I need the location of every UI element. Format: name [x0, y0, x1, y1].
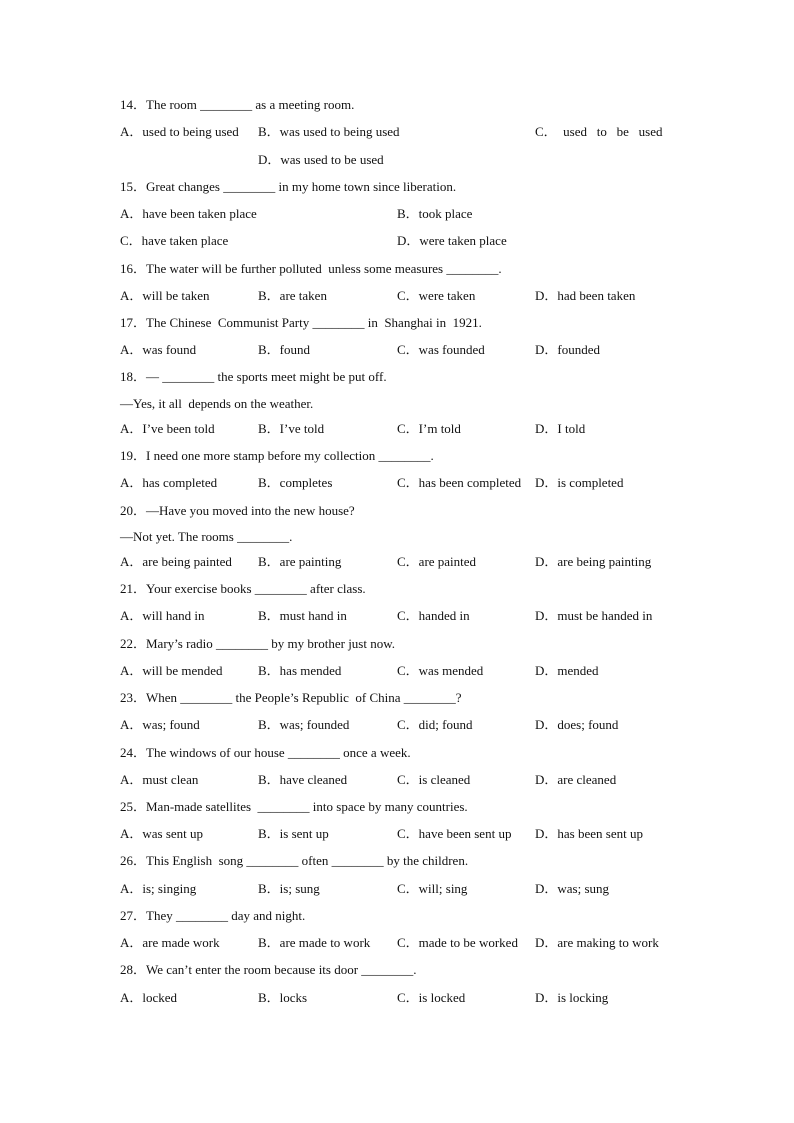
q22-option-a: A．will be mended	[120, 663, 223, 678]
q26-option-b: B．is; sung	[258, 881, 320, 896]
q18-option-d: D．I told	[535, 421, 586, 436]
question-26-stem: 26．This English song ________ often ________ by the children.	[120, 853, 469, 868]
q22-option-d: D．mended	[535, 663, 599, 678]
q23-option-a: A．was; found	[120, 717, 200, 732]
q26-option-d: D．was; sung	[535, 881, 610, 896]
question-15-stem: 15．Great changes ________ in my home town since liberation.	[120, 179, 457, 194]
q26-option-a: A．is; singing	[120, 881, 197, 896]
q18-option-a: A．I’ve been told	[120, 421, 215, 436]
q20-option-b: B．are painting	[258, 554, 342, 569]
q28-option-a: A．locked	[120, 990, 178, 1005]
q18-option-b: B．I’ve told	[258, 421, 325, 436]
q21-option-a: A．will hand in	[120, 608, 205, 623]
q28-option-c: C．is locked	[397, 990, 466, 1005]
q25-option-a: A．was sent up	[120, 826, 204, 841]
question-25-stem: 25．Man-made satellites ________ into space by many countries.	[120, 799, 468, 814]
question-14-stem: 14．The room ________ as a meeting room.	[120, 97, 355, 112]
q17-option-d: D．founded	[535, 342, 600, 357]
q15-option-d: D．were taken place	[397, 233, 507, 248]
q19-option-c: C．has been completed	[397, 475, 522, 490]
q15-option-b: B．took place	[397, 206, 473, 221]
question-20-reply: —Not yet. The rooms ________.	[120, 529, 293, 544]
q18-option-c: C．I’m told	[397, 421, 461, 436]
q23-option-d: D．does; found	[535, 717, 619, 732]
q21-option-c: C．handed in	[397, 608, 470, 623]
question-23-stem: 23．When ________ the People’s Republic of China ________?	[120, 690, 462, 705]
q17-option-b: B．found	[258, 342, 311, 357]
q21-option-d: D．must be handed in	[535, 608, 653, 623]
q23-option-c: C．did; found	[397, 717, 473, 732]
q25-option-c: C．have been sent up	[397, 826, 512, 841]
question-20-stem: 20．—Have you moved into the new house?	[120, 503, 355, 518]
q24-option-c: C．is cleaned	[397, 772, 471, 787]
q16-option-c: C．were taken	[397, 288, 476, 303]
q24-option-a: A．must clean	[120, 772, 199, 787]
q24-option-b: B．have cleaned	[258, 772, 348, 787]
q20-option-c: C．are painted	[397, 554, 477, 569]
question-21-stem: 21．Your exercise books ________ after class.	[120, 581, 366, 596]
question-24-stem: 24．The windows of our house ________ once a week.	[120, 745, 411, 760]
q20-option-d: D．are being painting	[535, 554, 652, 569]
q27-option-b: B．are made to work	[258, 935, 371, 950]
question-19-stem: 19．I need one more stamp before my collection ________.	[120, 448, 434, 463]
q22-option-b: B．has mended	[258, 663, 342, 678]
q27-option-c: C．made to be worked	[397, 935, 518, 950]
q16-option-d: D．had been taken	[535, 288, 636, 303]
q22-option-c: C．was mended	[397, 663, 484, 678]
question-27-stem: 27．They ________ day and night.	[120, 908, 306, 923]
q26-option-c: C．will; sing	[397, 881, 468, 896]
q15-option-a: A．have been taken place	[120, 206, 257, 221]
q14-option-d: D．was used to be used	[258, 152, 384, 167]
q25-option-b: B．is sent up	[258, 826, 329, 841]
q17-option-c: C．was founded	[397, 342, 485, 357]
q19-option-a: A．has completed	[120, 475, 218, 490]
q16-option-b: B．are taken	[258, 288, 327, 303]
q14-option-a: A．used to being used	[120, 124, 239, 139]
q16-option-a: A．will be taken	[120, 288, 210, 303]
q28-option-b: B．locks	[258, 990, 308, 1005]
question-18-stem: 18．— ________ the sports meet might be put off.	[120, 369, 387, 384]
question-22-stem: 22．Mary’s radio ________ by my brother just now.	[120, 636, 396, 651]
q14-option-c: C． used to be used	[535, 124, 663, 139]
q27-option-a: A．are made work	[120, 935, 220, 950]
q24-option-d: D．are cleaned	[535, 772, 617, 787]
q20-option-a: A．are being painted	[120, 554, 232, 569]
q19-option-d: D．is completed	[535, 475, 624, 490]
q19-option-b: B．completes	[258, 475, 333, 490]
q17-option-a: A．was found	[120, 342, 197, 357]
q28-option-d: D．is locking	[535, 990, 609, 1005]
question-28-stem: 28．We can’t enter the room because its door ________.	[120, 962, 417, 977]
q23-option-b: B．was; founded	[258, 717, 350, 732]
q25-option-d: D．has been sent up	[535, 826, 643, 841]
question-18-reply: —Yes, it all depends on the weather.	[120, 396, 314, 411]
q15-option-c: C．have taken place	[120, 233, 229, 248]
q14-option-b: B．was used to being used	[258, 124, 400, 139]
q27-option-d: D．are making to work	[535, 935, 659, 950]
q21-option-b: B．must hand in	[258, 608, 347, 623]
question-17-stem: 17．The Chinese Communist Party ________ in Shanghai in 1921.	[120, 315, 482, 330]
question-16-stem: 16．The water will be further polluted unless some measures ________.	[120, 261, 502, 276]
